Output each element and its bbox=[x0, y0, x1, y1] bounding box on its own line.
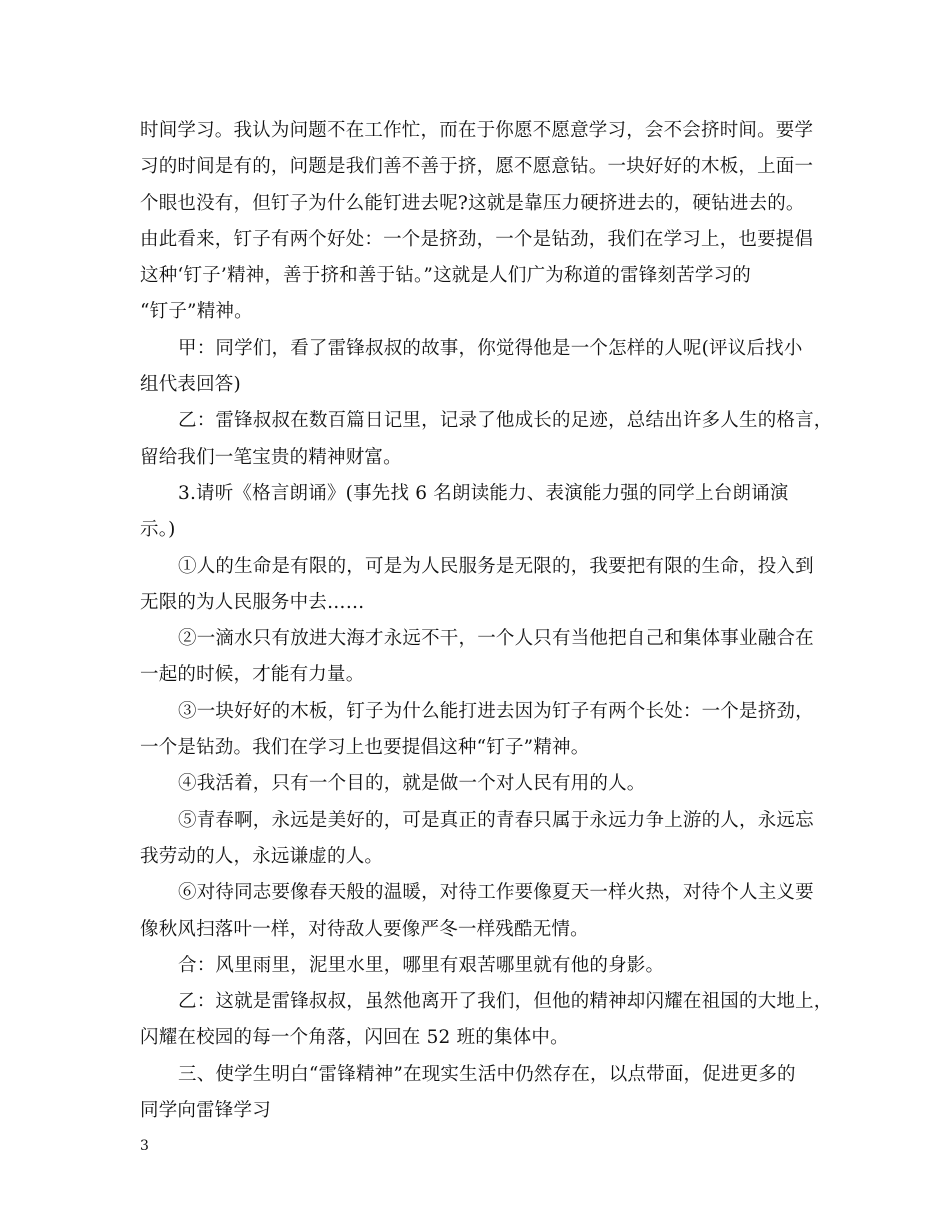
text-line: 习的时间是有的，问题是我们善不善于挤，愿不愿意钻。一块好好的木板，上面一 bbox=[140, 156, 814, 178]
text-line: ⑤青春啊，永远是美好的，可是真正的青春只属于永远力争上游的人，永远忘 bbox=[178, 809, 814, 831]
text-line: ③一块好好的木板，钉子为什么能打进去因为钉子有两个长处：一个是挤劲， bbox=[178, 700, 814, 722]
text-line: ①人的生命是有限的，可是为人民服务是无限的，我要把有限的生命，投入到 bbox=[178, 555, 814, 577]
text-line: 甲：同学们，看了雷锋叔叔的故事，你觉得他是一个怎样的人呢(评议后找小 bbox=[178, 337, 803, 359]
text-line: ④我活着，只有一个目的，就是做一个对人民有用的人。 bbox=[178, 773, 646, 795]
document-body bbox=[140, 116, 833, 1132]
text-line: 乙：这就是雷锋叔叔，虽然他离开了我们，但他的精神却闪耀在祖国的大地上， bbox=[178, 991, 833, 1013]
page-number: 3 bbox=[140, 1138, 149, 1154]
text-line: 一起的时候，才能有力量。 bbox=[140, 664, 365, 686]
text-line: 闪耀在校园的每一个角落，闪回在 52 班的集体中。 bbox=[140, 1027, 569, 1049]
text-line: 组代表回答) bbox=[140, 374, 241, 396]
text-line: ②一滴水只有放进大海才永远不干，一个人只有当他把自己和集体事业融合在 bbox=[178, 628, 814, 650]
text-line: “钉子”精神。 bbox=[140, 301, 253, 323]
text-line: 合：风里雨里，泥里水里，哪里有艰苦哪里就有他的身影。 bbox=[178, 954, 665, 976]
text-line: 留给我们一笔宝贵的精神财富。 bbox=[140, 446, 402, 468]
text-line: 示。) bbox=[140, 519, 176, 541]
text-line: 同学向雷锋学习 bbox=[140, 1100, 271, 1122]
text-line: 三、使学生明白“雷锋精神”在现实生活中仍然存在，以点带面，促进更多的 bbox=[178, 1063, 796, 1085]
text-line: ⑥对待同志要像春天般的温暖，对待工作要像夏天一样火热，对待个人主义要 bbox=[178, 882, 814, 904]
text-line: 时间学习。我认为问题不在工作忙，而在于你愿不愿意学习，会不会挤时间。要学 bbox=[140, 120, 814, 141]
text-line: 像秋风扫落叶一样，对待敌人要像严冬一样残酷无情。 bbox=[140, 918, 589, 940]
text-line: 由此看来，钉子有两个好处：一个是挤劲，一个是钻劲，我们在学习上，也要提倡 bbox=[140, 228, 814, 250]
text-line: 这种‘钉子’精神，善于挤和善于钻。”这就是人们广为称道的雷锋刻苦学习的 bbox=[140, 265, 751, 287]
text-line: 3.请听《格言朗诵》(事先找 6 名朗读能力、表演能力强的同学上台朗诵演 bbox=[178, 482, 789, 504]
text-line: 个眼也没有，但钉子为什么能钉进去呢?这就是靠压力硬挤进去的，硬钻进去的。 bbox=[140, 192, 805, 214]
text-line: 乙：雷锋叔叔在数百篇日记里，记录了他成长的足迹，总结出许多人生的格言， bbox=[178, 410, 833, 432]
text-line: 一个是钻劲。我们在学习上也要提倡这种“钉子”精神。 bbox=[140, 737, 590, 759]
text-line: 无限的为人民服务中去…… bbox=[140, 591, 365, 613]
text-line: 我劳动的人，永远谦虚的人。 bbox=[140, 845, 384, 867]
